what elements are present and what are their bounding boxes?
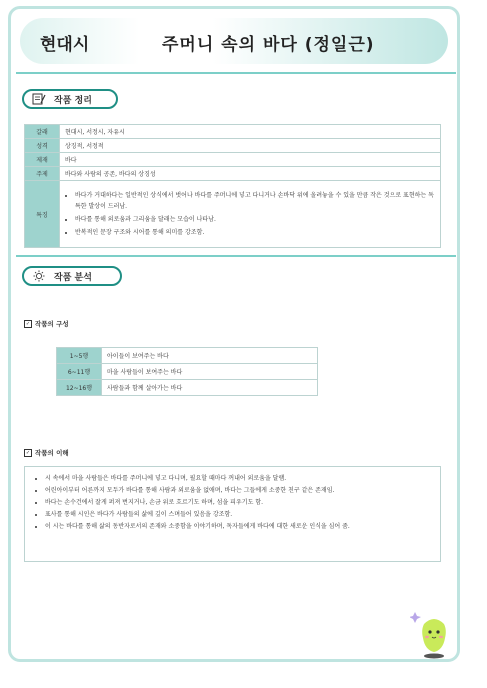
mascot-icon (410, 610, 450, 660)
section-analysis-pill (22, 266, 122, 286)
row-key: 1~5행 (57, 348, 102, 364)
summary-table (24, 124, 441, 248)
row-value: 바다와 사람의 공존, 바다의 상징성 (60, 167, 441, 181)
checkbox-icon: ✓ (25, 449, 31, 456)
structure-title: 작품의 구성 (35, 320, 69, 328)
row-value: 아이들이 보여주는 바다 (102, 348, 318, 364)
divider (16, 72, 456, 74)
row-value (60, 181, 441, 248)
structure-table (56, 347, 318, 396)
row-value: 사람들과 함께 살아가는 바다 (102, 380, 318, 396)
table-row (25, 167, 441, 181)
understanding-box (24, 466, 441, 562)
row-key: 제재 (25, 153, 60, 167)
table-row (25, 181, 441, 248)
row-value: 현대시, 서정시, 자유시 (60, 125, 441, 139)
list-item: • 바다가 거대하다는 일반적인 상식에서 벗어나 바다를 주머니에 넣고 다니거나 손바닥 위에 올려놓을 수 있을 만큼 작은 것으로 표현하는 독특한 발상이 드러남. (75, 190, 435, 212)
page-title: 주머니 속의 바다 (정일근) (162, 35, 375, 55)
row-value: 바다 (60, 153, 441, 167)
row-key: 12~16행 (57, 380, 102, 396)
list-item: • 시 속에서 마을 사람들은 바다를 주머니에 넣고 다니며, 필요할 때마다 꺼내어 외로움을 달램. (45, 473, 432, 484)
feature-list (65, 186, 435, 242)
list-item: • 어린아이부터 어른까지 모두가 바다를 통해 사람과 외로움을 없애며, 바다는 그들에게 소중한 친구 같은 존재임. (45, 485, 432, 496)
structure-heading (24, 319, 69, 328)
table-row (57, 380, 318, 396)
table-row (25, 139, 441, 153)
row-key: 특징 (25, 181, 60, 248)
list-item: • 이 시는 바다를 통해 삶의 동반자로서의 존재와 소중함을 이야기하며, 독자들에게 바다에 대한 새로운 인식을 심어 줌. (45, 521, 432, 532)
table-row (57, 364, 318, 380)
understanding-title: 작품의 이해 (35, 449, 69, 457)
checkbox-icon: ✓ (25, 320, 31, 327)
list-item: • 표사를 통해 시인은 바다가 사람들의 삶에 깊이 스며들어 있음을 강조함. (45, 509, 432, 520)
row-value: 마을 사람들이 보여주는 바다 (102, 364, 318, 380)
table-row (57, 348, 318, 364)
document-pen-icon (32, 93, 46, 105)
section-summary-label: 작품 정리 (54, 95, 92, 106)
sun-icon (32, 270, 46, 282)
understanding-heading (24, 448, 69, 457)
table-row (25, 153, 441, 167)
understanding-list (25, 473, 440, 532)
era-label: 현대시 (40, 35, 90, 55)
list-item: • 반복적인 문장 구조와 시어를 통해 의미를 강조함. (75, 227, 435, 238)
divider (16, 255, 456, 257)
row-key: 갈래 (25, 125, 60, 139)
table-row (25, 125, 441, 139)
list-item: • 바다는 손수건에서 잘게 퍼져 번지거나, 손금 위로 흐르기도 하며, 섬을 피우기도 함. (45, 497, 432, 508)
row-key: 6~11행 (57, 364, 102, 380)
section-analysis-label: 작품 분석 (54, 272, 92, 283)
row-key: 성격 (25, 139, 60, 153)
section-summary-pill (22, 89, 118, 109)
row-key: 주제 (25, 167, 60, 181)
row-value: 상징적, 서정적 (60, 139, 441, 153)
list-item: • 바다를 통해 외로움과 그리움을 달래는 모습이 나타남. (75, 214, 435, 225)
